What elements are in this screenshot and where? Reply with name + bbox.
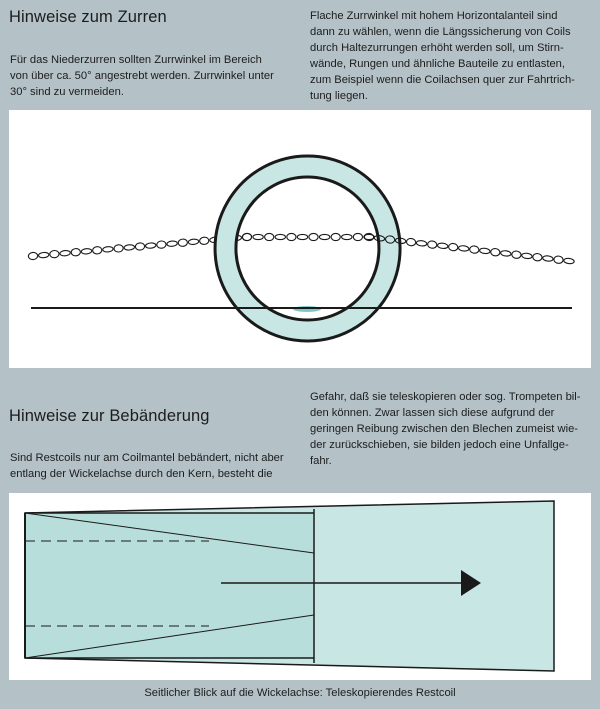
chain-link [406,238,416,246]
chain-link [156,241,166,249]
text-bebaenderung-right [310,389,592,469]
text-line: Gefahr, daß sie teleskopieren oder sog. Trompeten bil- [310,391,581,403]
chain-link [287,233,296,240]
chain-link [92,246,102,254]
chain-link [60,250,71,256]
section-heading-zurren: Hinweise zum Zurren [9,8,167,26]
chain-link [309,233,318,240]
text-zurren-right [310,8,592,104]
coil-ring [215,156,400,341]
chain-link [167,241,178,247]
chain-link [124,244,135,250]
chain-link [253,234,263,239]
chain-link [448,243,458,251]
chain-link [554,256,564,264]
chain-link [102,246,113,252]
chain-link [28,252,38,260]
chain-link [178,239,188,247]
chain-link [145,243,156,249]
lashing-chain-left [28,233,374,260]
text-line: fahr. [310,455,332,467]
chain-link [521,253,532,259]
text-line: durch Haltezurrungen erhöht werden soll, um Stirn- [310,42,564,54]
chain-link [319,234,329,239]
chain-link [297,234,307,239]
chain-link [81,248,92,254]
chain-link [532,253,542,261]
chain-link [114,244,124,252]
chain-link [71,248,81,256]
section-heading-bebaenderung: Hinweise zur Bebänderung [9,407,210,425]
telescoping-figure-panel [9,493,591,680]
text-line: der zurückschieben, sie bilden jedoch eine Unfallge- [310,439,569,451]
telescoping-coil-diagram [9,493,591,680]
text-line: tung liegen. [310,90,368,102]
text-line: Sind Restcoils nur am Coilmantel bebändert, nicht aber [10,452,284,464]
chain-link [188,239,199,245]
chain-link [331,233,340,240]
chain-link [342,234,352,239]
lashing-diagram [9,110,591,368]
chain-link [542,255,553,261]
text-line: geringen Reibung zwischen den Blechen zumeist wie- [310,423,579,435]
chain-link [479,248,490,254]
chain-link [275,234,285,239]
chain-link [469,245,479,253]
text-line: von über ca. 50° angestrebt werden. Zurrwinkel unter [10,70,274,82]
chain-link [564,258,575,264]
text-line: 30° sind zu vermeiden. [10,86,124,98]
chain-link [437,243,448,249]
lashing-figure-panel [9,110,591,368]
chain-link [49,250,59,258]
text-line: Flache Zurrwinkel mit hohem Horizontalanteil sind [310,10,558,22]
chain-link [511,251,521,259]
text-line: zum Beispiel wenn die Coilachsen quer zur Fahrtrich- [310,74,575,86]
text-zurren-left [10,52,298,100]
figure-caption: Seitlicher Blick auf die Wickelachse: Teleskopierendes Restcoil [144,687,456,699]
text-line: den können. Zwar lassen sich diese aufgrund der [310,407,555,419]
text-line: Für das Niederzurren sollten Zurrwinkel im Bereich [10,54,262,66]
chain-link [427,240,437,248]
chain-link [242,233,251,240]
text-line: dann zu wählen, wenn die Längssicherung von Coils [310,26,571,38]
chain-link [199,237,209,245]
chain-link [135,243,145,251]
chain-link [490,248,500,256]
text-bebaenderung-left [10,450,298,482]
text-line: wände, Rungen und ähnliche Bauteile zu entlasten, [310,58,566,70]
chain-link [458,245,469,251]
chain-link [500,250,511,256]
chain-link [353,233,362,240]
chain-link [38,252,49,258]
coil-body [215,156,400,341]
chain-link [265,233,274,240]
text-line: entlang der Wickelachse durch den Kern, besteht die [10,468,273,480]
chain-link [416,240,427,246]
